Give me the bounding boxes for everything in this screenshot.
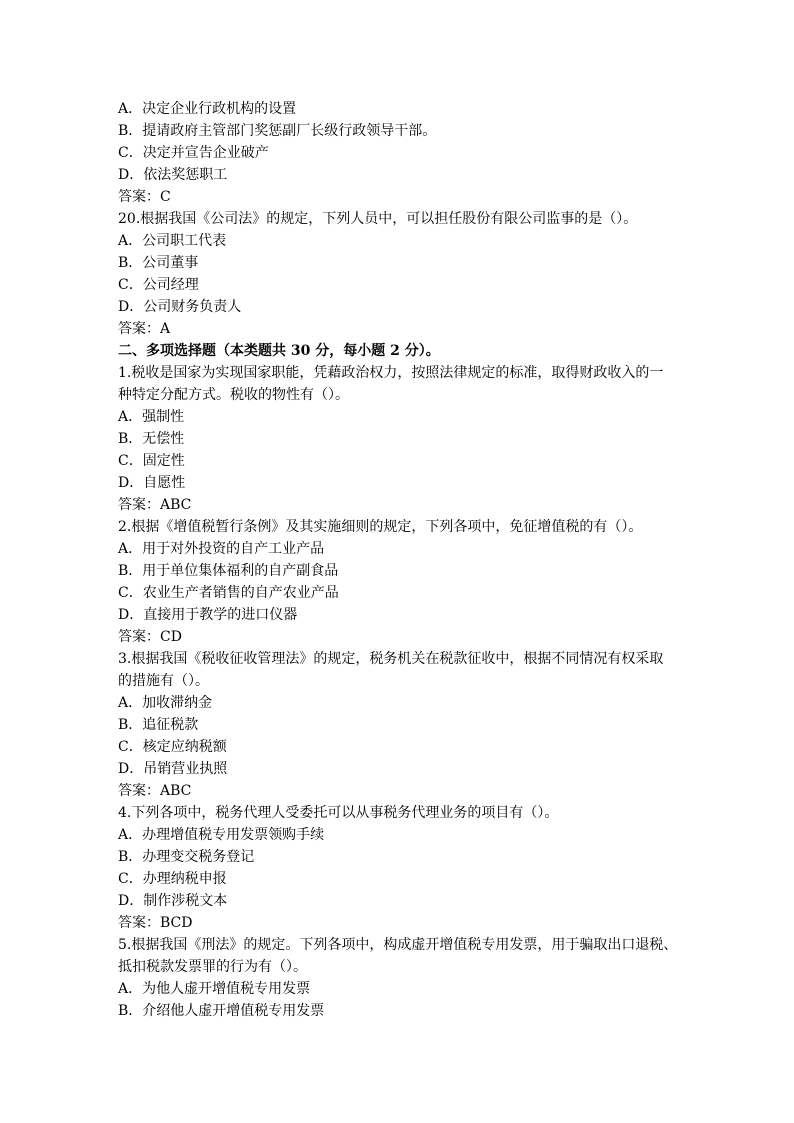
question-line: 4.下列各项中，税务代理人受委托可以从事税务代理业务的项目有（）。 [118, 805, 559, 821]
option-line: A．决定企业行政机构的设置 [118, 101, 297, 117]
option-line: A．为他人虚开增值税专用发票 [118, 981, 311, 997]
option-line: B．追征税款 [118, 717, 199, 733]
option-line: B．无偿性 [118, 431, 185, 447]
question-line: 1.税收是国家为实现国家职能，凭藉政治权力，按照法律规定的标准，取得财政收入的一 [118, 365, 664, 381]
answer-line: 答案：A [118, 321, 171, 337]
option-line: D．直接用于教学的进口仪器 [118, 607, 298, 623]
question-line: 2.根据《增值税暂行条例》及其实施细则的规定，下列各项中，免征增值税的有（）。 [118, 519, 643, 535]
option-line: D．制作涉税文本 [118, 893, 228, 909]
option-line: B．用于单位集体福利的自产副食品 [118, 563, 339, 579]
option-line: B．公司董事 [118, 255, 199, 271]
option-line: A．加收滞纳金 [118, 695, 213, 711]
document-body [118, 98, 678, 1022]
option-line: C．决定并宣告企业破产 [118, 145, 269, 161]
question-line: 的措施有（）。 [118, 673, 209, 689]
question-line: 20.根据我国《公司法》的规定，下列人员中，可以担任股份有限公司监事的是（）。 [118, 211, 638, 227]
option-line: C．固定性 [118, 453, 185, 469]
question-line: 抵扣税款发票罪的行为有（）。 [118, 959, 307, 975]
answer-line: 答案：C [118, 189, 171, 205]
question-line: 5.根据我国《刑法》的规定。下列各项中，构成虚开增值税专用发票，用于骗取出口退税、 [118, 937, 678, 953]
option-line: C．农业生产者销售的自产农业产品 [118, 585, 339, 601]
option-line: C．办理纳税申报 [118, 871, 227, 887]
answer-line: 答案：ABC [118, 497, 192, 513]
question-line: 种特定分配方式。税收的物性有（）。 [118, 387, 349, 403]
option-line: D．公司财务负责人 [118, 299, 242, 315]
option-line: C．公司经理 [118, 277, 199, 293]
answer-line: 答案：BCD [118, 915, 193, 931]
option-line: A．办理增值税专用发票领购手续 [118, 827, 325, 843]
option-line: D．自愿性 [118, 475, 186, 491]
option-line: C．核定应纳税额 [118, 739, 227, 755]
option-line: B．办理变交税务登记 [118, 849, 255, 865]
option-line: B．提请政府主管部门奖惩副厂长级行政领导干部。 [118, 123, 437, 139]
option-line: B．介绍他人虚开增值税专用发票 [118, 1003, 325, 1019]
option-line: D．依法奖惩职工 [118, 167, 228, 183]
option-line: A．用于对外投资的自产工业产品 [118, 541, 325, 557]
section-heading: 二、多项选择题（本类题共 30 分，每小题 2 分）。 [118, 343, 440, 359]
option-line: A．公司职工代表 [118, 233, 227, 249]
answer-line: 答案：CD [118, 629, 182, 645]
question-line: 3.根据我国《税收征收管理法》的规定，税务机关在税款征收中，根据不同情况有权采取 [118, 651, 664, 667]
option-line: D．吊销营业执照 [118, 761, 228, 777]
answer-line: 答案：ABC [118, 783, 192, 799]
option-line: A．强制性 [118, 409, 185, 425]
